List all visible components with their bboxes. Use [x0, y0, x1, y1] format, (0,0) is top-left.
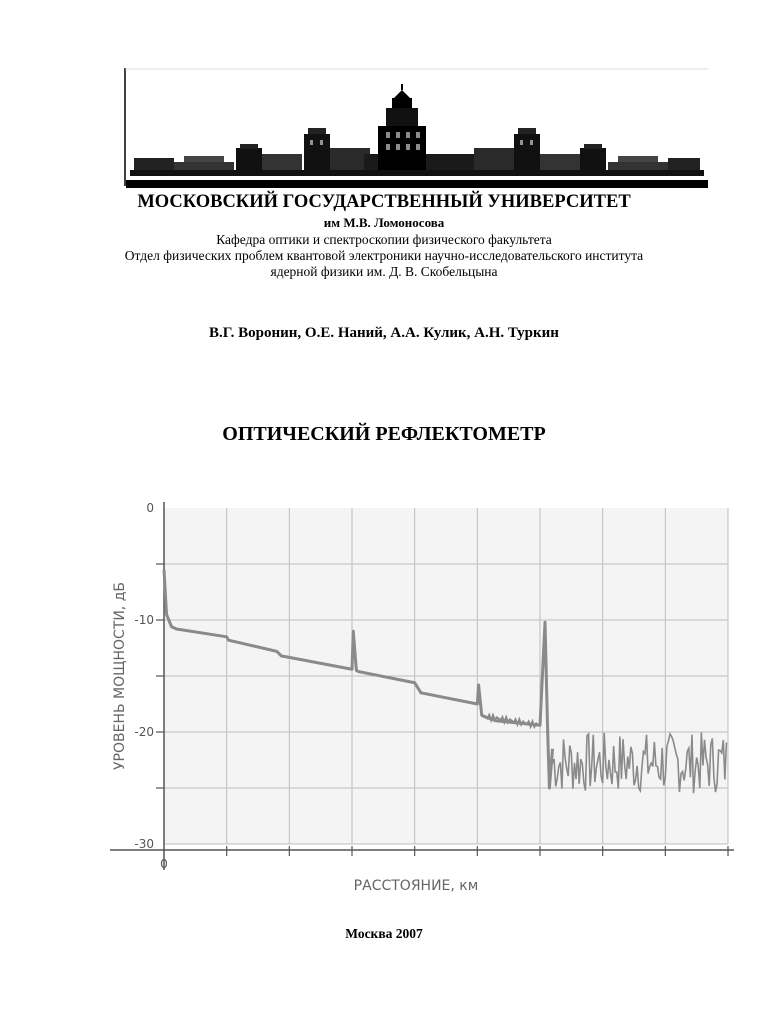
university-name: МОСКОВСКИЙ ГОСУДАРСТВЕННЫЙ УНИВЕРСИТЕТ — [137, 192, 631, 212]
authors: В.Г. Воронин, О.Е. Наний, А.А. Кулик, А.Н. Туркин — [209, 325, 559, 341]
y-tick-label: -10 — [134, 613, 154, 627]
y-tick-label: -30 — [134, 837, 154, 851]
reflectogram-chart — [100, 492, 740, 900]
university-named-after: им М.В. Ломоносова — [323, 215, 445, 230]
city-year: Москва 2007 — [345, 926, 423, 941]
department-name: Кафедра оптики и спектроскопии физического факультета — [216, 232, 552, 247]
moscow-university-building-icon — [124, 66, 708, 190]
document-title: ОПТИЧЕСКИЙ РЕФЛЕКТОМЕТР — [222, 423, 546, 445]
x-tick-label: 0 — [160, 857, 168, 871]
division-line-1: Отдел физических проблем квантовой электроники научно-исследовательского института — [124, 248, 644, 263]
x-axis-label: РАССТОЯНИЕ, км — [353, 878, 479, 894]
y-tick-label: -20 — [134, 725, 154, 739]
y-axis-label: УРОВЕНЬ МОЩНОСТИ, дБ — [112, 582, 128, 770]
division-line-2: ядерной физики им. Д. В. Скобельцына — [270, 264, 498, 279]
y-tick-label: 0 — [146, 501, 154, 515]
